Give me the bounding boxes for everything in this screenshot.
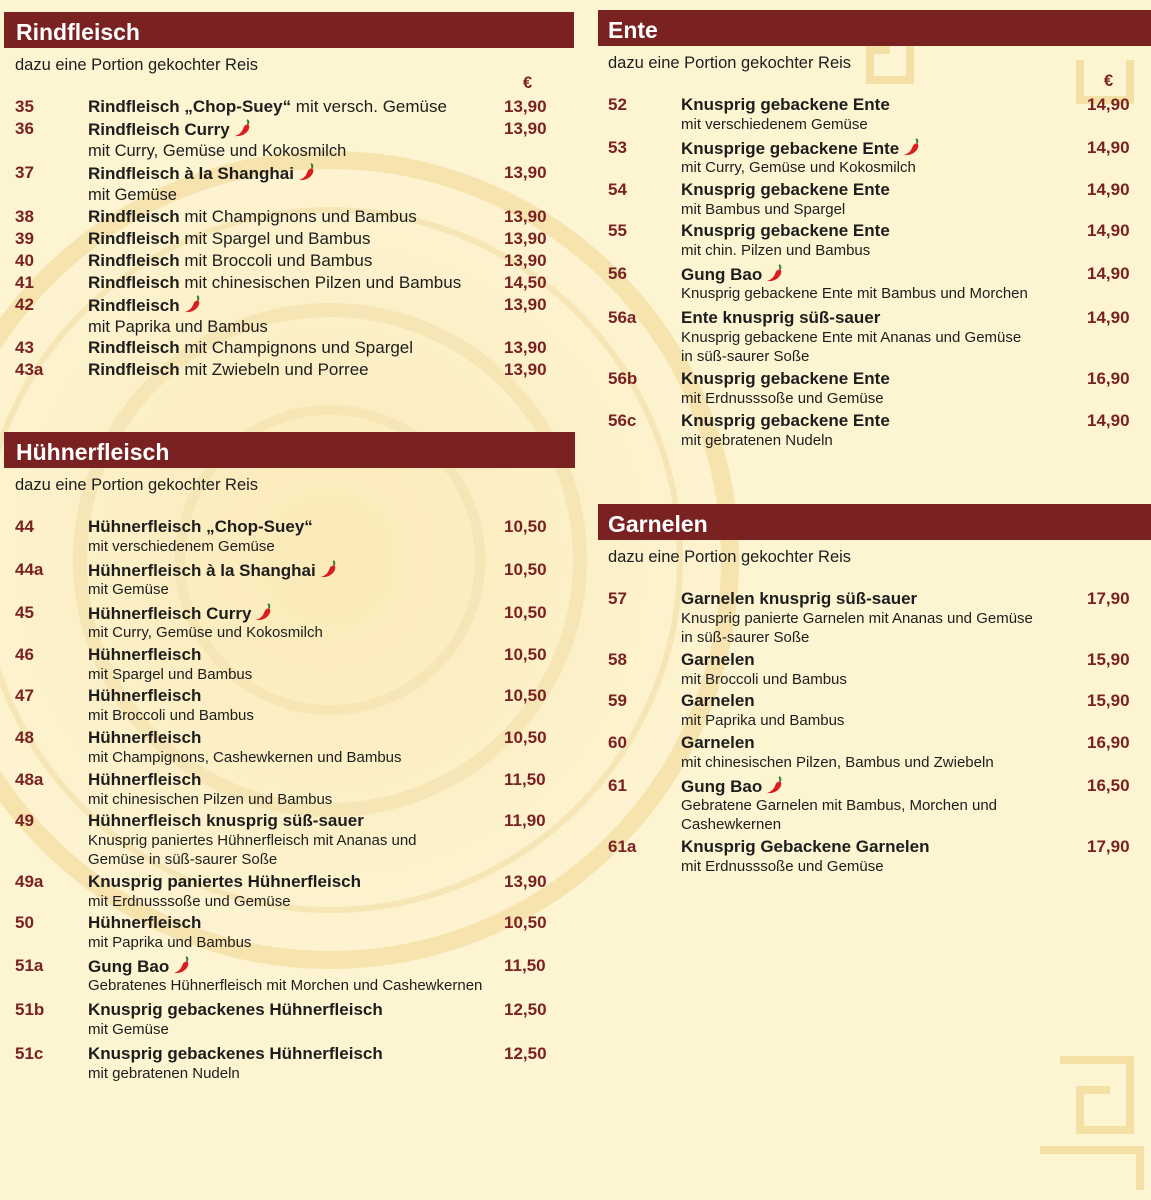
menu-item (598, 137, 1151, 177)
menu-item (4, 602, 575, 642)
item-description: mit gebratenen Nudeln (88, 1065, 240, 1082)
section-garnelen (598, 504, 1151, 884)
item-price: 13,90 (504, 119, 547, 138)
item-number: 44 (15, 517, 34, 536)
item-name (88, 250, 372, 272)
chili-pepper-icon (319, 559, 339, 579)
chili-pepper-icon (765, 263, 785, 283)
item-description: Knusprig panierte Garnelen mit Ananas und Gemüse (681, 610, 1033, 627)
menu-item (4, 294, 574, 334)
item-number: 53 (608, 138, 627, 157)
item-description-line2: Gemüse in süß-saurer Soße (88, 851, 278, 868)
menu-item (4, 912, 575, 952)
section-title: Garnelen (598, 504, 1151, 540)
item-name-bold: Garnelen (681, 650, 755, 669)
item-description-line2: Cashewkernen (681, 816, 782, 833)
item-name-bold: Hühnerfleisch (88, 686, 202, 705)
item-name-bold: Rindfleisch (88, 251, 180, 270)
item-price: 10,50 (504, 645, 547, 664)
item-name-rest: mit Champignons und Spargel (179, 338, 414, 357)
section-rindfleisch (4, 12, 574, 392)
item-name-bold: Hühnerfleisch (88, 913, 202, 932)
section-subtitle: dazu eine Portion gekochter Reis (608, 54, 852, 72)
item-number: 56b (608, 369, 638, 388)
item-price: 10,50 (504, 913, 547, 932)
item-name-rest: mit Spargel und Bambus (179, 229, 371, 248)
item-price: 10,50 (504, 560, 547, 579)
menu-item (598, 410, 1151, 450)
item-price: 15,90 (1087, 691, 1130, 710)
section-title: Ente (598, 10, 1151, 46)
menu-item (598, 263, 1151, 303)
item-name-bold: Knusprig gebackene Ente (681, 369, 890, 388)
menu-item (598, 179, 1151, 219)
item-name (88, 810, 364, 832)
item-name-bold: Knusprig gebackene Ente (681, 221, 890, 240)
menu-item (598, 732, 1151, 772)
item-name-bold: Knusprig gebackenes Hühnerfleisch (88, 1044, 383, 1063)
item-description: mit Paprika und Bambus (88, 934, 252, 951)
item-price: 13,90 (504, 97, 547, 116)
section-subtitle: dazu eine Portion gekochter Reis (15, 56, 259, 74)
item-name-bold: Rindfleisch (88, 338, 180, 357)
item-name (88, 162, 317, 185)
item-description: mit Gemüse (88, 581, 169, 598)
item-name (681, 220, 890, 242)
item-name (88, 559, 339, 582)
item-name (88, 96, 447, 118)
item-name-bold: Garnelen (681, 733, 755, 752)
item-name-bold: Rindfleisch à la Shanghai (88, 164, 294, 183)
menu-item (4, 559, 575, 599)
item-name-bold: Rindfleisch (88, 207, 180, 226)
item-name (88, 955, 192, 978)
menu-item (4, 999, 575, 1039)
item-price: 12,50 (504, 1000, 547, 1019)
item-description: mit chin. Pilzen und Bambus (681, 242, 871, 259)
item-name (681, 137, 922, 160)
item-number: 56a (608, 308, 637, 327)
item-name (681, 836, 929, 858)
item-name-bold: Gung Bao (88, 957, 170, 976)
item-number: 43 (15, 338, 34, 357)
menu-item (4, 1043, 575, 1083)
item-price: 11,50 (504, 956, 546, 975)
item-price: 13,90 (504, 207, 547, 226)
item-name-bold: Knusprig gebackene Ente (681, 95, 890, 114)
item-description: mit Curry, Gemüse und Kokosmilch (681, 159, 916, 176)
item-name (681, 179, 890, 201)
menu-item (598, 94, 1151, 134)
item-description-line2: in süß-saurer Soße (681, 629, 810, 646)
item-description: mit verschiedenem Gemüse (681, 116, 868, 133)
item-number: 58 (608, 650, 627, 669)
menu-item (4, 769, 575, 809)
item-number: 47 (15, 686, 34, 705)
menu-item (598, 307, 1151, 365)
item-name-bold: Knusprig paniertes Hühnerfleisch (88, 872, 361, 891)
item-description: mit Bambus und Spargel (681, 201, 846, 218)
item-name-bold: Gung Bao (681, 777, 763, 796)
item-number: 50 (15, 913, 34, 932)
item-price: 14,90 (1087, 180, 1130, 199)
menu-item (4, 359, 574, 399)
section-title: Rindfleisch (4, 12, 574, 48)
item-description: mit Curry, Gemüse und Kokosmilch (88, 624, 323, 641)
item-description: Knusprig gebackene Ente mit Bambus und Morchen (681, 285, 1028, 302)
item-price: 13,90 (504, 229, 547, 248)
item-number: 39 (15, 229, 34, 248)
item-name (88, 602, 274, 625)
menu-item (4, 162, 574, 202)
menu-item (598, 368, 1151, 408)
currency-label: € (523, 74, 533, 92)
item-price: 14,50 (504, 273, 547, 292)
item-price: 13,90 (504, 338, 547, 357)
item-number: 56c (608, 411, 637, 430)
item-name-bold: Knusprig gebackene Ente (681, 180, 890, 199)
section-subtitle: dazu eine Portion gekochter Reis (15, 476, 259, 494)
item-price: 10,50 (504, 603, 547, 622)
chili-pepper-icon (233, 118, 253, 138)
item-name-bold: Hühnerfleisch knusprig süß-sauer (88, 811, 364, 830)
item-name-bold: Rindfleisch (88, 273, 180, 292)
item-name-bold: Rindfleisch (88, 360, 180, 379)
item-number: 40 (15, 251, 34, 270)
item-number: 43a (15, 360, 44, 379)
item-name-bold: Gung Bao (681, 265, 763, 284)
item-name-rest: mit Zwiebeln und Porree (179, 360, 369, 379)
chili-pepper-icon (902, 137, 922, 157)
item-name-bold: Knusprige gebackene Ente (681, 139, 900, 158)
item-number: 59 (608, 691, 627, 710)
item-name (88, 644, 201, 666)
item-description: Gebratenes Hühnerfleisch mit Morchen und Cashewkernen (88, 977, 483, 994)
item-price: 10,50 (504, 517, 547, 536)
section-huehnerfleisch (4, 432, 575, 1092)
item-price: 13,90 (504, 872, 547, 891)
menu-item (598, 588, 1151, 646)
item-name (88, 516, 313, 538)
item-price: 12,50 (504, 1044, 547, 1063)
item-name-rest: mit versch. Gemüse (291, 97, 447, 116)
item-name (88, 228, 371, 250)
item-number: 54 (608, 180, 627, 199)
item-name-bold: Knusprig Gebackene Garnelen (681, 837, 930, 856)
item-description: mit Gemüse (88, 1021, 169, 1038)
item-price: 13,90 (504, 251, 547, 270)
item-name-bold: Ente knusprig süß-sauer (681, 308, 881, 327)
item-description: mit chinesischen Pilzen, Bambus und Zwiebeln (681, 754, 994, 771)
item-name (681, 368, 890, 390)
menu-item (4, 727, 575, 767)
item-number: 51b (15, 1000, 45, 1019)
item-name-bold: Rindfleisch „Chop-Suey“ (88, 97, 292, 116)
currency-label: € (1104, 72, 1114, 90)
item-name (681, 307, 880, 329)
chili-pepper-icon (297, 162, 317, 182)
item-description: mit chinesischen Pilzen und Bambus (88, 791, 333, 808)
item-price: 16,50 (1087, 776, 1130, 795)
item-number: 35 (15, 97, 34, 116)
item-description: mit gebratenen Nudeln (681, 432, 833, 449)
item-price: 11,50 (504, 770, 546, 789)
item-price: 14,90 (1087, 138, 1130, 157)
item-name (88, 118, 253, 141)
item-name (88, 359, 369, 381)
item-name-rest: mit chinesischen Pilzen und Bambus (179, 273, 462, 292)
item-description: mit Erdnusssoße und Gemüse (681, 390, 884, 407)
item-description: mit Gemüse (88, 186, 177, 204)
item-number: 55 (608, 221, 627, 240)
item-name (681, 410, 890, 432)
item-number: 51c (15, 1044, 44, 1063)
menu-item (4, 871, 575, 911)
item-name (681, 732, 755, 754)
item-description: Knusprig paniertes Hühnerfleisch mit Ananas und (88, 832, 417, 849)
item-description: Gebratene Garnelen mit Bambus, Morchen und (681, 797, 998, 814)
item-price: 14,90 (1087, 264, 1130, 283)
item-name (88, 912, 201, 934)
item-number: 49a (15, 872, 44, 891)
item-name-bold: Knusprig gebackenes Hühnerfleisch (88, 1000, 383, 1019)
item-price: 13,90 (504, 163, 547, 182)
item-name-bold: Garnelen (681, 691, 755, 710)
item-name (681, 649, 755, 671)
section-ente (598, 10, 1151, 460)
menu-item (4, 810, 575, 868)
item-name (88, 272, 461, 294)
item-price: 11,90 (504, 811, 546, 830)
item-description: mit verschiedenem Gemüse (88, 538, 275, 555)
item-name (681, 263, 785, 286)
item-price: 14,90 (1087, 95, 1130, 114)
item-description: Knusprig gebackene Ente mit Ananas und Gemüse (681, 329, 1022, 346)
item-number: 57 (608, 589, 627, 608)
item-number: 37 (15, 163, 34, 182)
menu-item (4, 516, 575, 556)
menu-item (598, 836, 1151, 876)
item-price: 14,90 (1087, 411, 1130, 430)
item-number: 56 (608, 264, 627, 283)
item-number: 49 (15, 811, 34, 830)
item-name-bold: Hühnerfleisch à la Shanghai (88, 561, 316, 580)
item-name-bold: Rindfleisch (88, 296, 180, 315)
item-name-bold: Hühnerfleisch (88, 728, 202, 747)
item-number: 52 (608, 95, 627, 114)
item-price: 10,50 (504, 686, 547, 705)
item-name (681, 690, 755, 712)
menu-item (598, 775, 1151, 833)
item-number: 45 (15, 603, 34, 622)
chili-pepper-icon (765, 775, 785, 795)
item-number: 38 (15, 207, 34, 226)
item-name (681, 588, 917, 610)
item-description: mit Curry, Gemüse und Kokosmilch (88, 142, 347, 160)
item-name-rest: mit Champignons und Bambus (179, 207, 417, 226)
item-name-bold: Rindfleisch (88, 229, 180, 248)
chili-pepper-icon (172, 955, 192, 975)
item-price: 14,90 (1087, 308, 1130, 327)
item-price: 16,90 (1087, 733, 1130, 752)
item-number: 48a (15, 770, 44, 789)
item-price: 15,90 (1087, 650, 1130, 669)
menu-item (598, 649, 1151, 689)
item-name-bold: Knusprig gebackene Ente (681, 411, 890, 430)
menu-item (4, 118, 574, 158)
item-price: 14,90 (1087, 221, 1130, 240)
item-number: 48 (15, 728, 34, 747)
chili-pepper-icon (183, 294, 203, 314)
item-name (88, 685, 201, 707)
item-number: 51a (15, 956, 44, 975)
menu-item (4, 644, 575, 684)
item-number: 36 (15, 119, 34, 138)
item-description: mit Erdnusssoße und Gemüse (88, 893, 291, 910)
section-subtitle: dazu eine Portion gekochter Reis (608, 548, 852, 566)
item-price: 10,50 (504, 728, 547, 747)
menu-item (4, 685, 575, 725)
item-number: 46 (15, 645, 34, 664)
item-name (88, 337, 413, 359)
item-name-bold: Hühnerfleisch (88, 645, 202, 664)
item-name (88, 999, 383, 1021)
item-name (88, 727, 201, 749)
menu-item (4, 955, 575, 995)
item-number: 61a (608, 837, 637, 856)
item-name-bold: Hühnerfleisch (88, 770, 202, 789)
item-name-rest: mit Broccoli und Bambus (179, 251, 373, 270)
item-description: mit Broccoli und Bambus (88, 707, 254, 724)
item-price: 17,90 (1087, 589, 1130, 608)
item-number: 44a (15, 560, 44, 579)
item-name (88, 1043, 383, 1065)
item-name-bold: Rindfleisch Curry (88, 120, 230, 139)
item-name (88, 206, 417, 228)
item-name (88, 871, 361, 893)
menu-item (598, 690, 1151, 730)
section-title: Hühnerfleisch (4, 432, 575, 468)
item-description: mit Champignons, Cashewkernen und Bambus (88, 749, 402, 766)
item-name-bold: Hühnerfleisch „Chop-Suey“ (88, 517, 313, 536)
item-name-bold: Garnelen knusprig süß-sauer (681, 589, 918, 608)
item-description: mit Spargel und Bambus (88, 666, 253, 683)
menu-item (598, 220, 1151, 260)
item-name (681, 94, 890, 116)
item-price: 13,90 (504, 295, 547, 314)
item-price: 17,90 (1087, 837, 1130, 856)
item-name (681, 775, 785, 798)
item-description: mit Paprika und Bambus (681, 712, 845, 729)
item-description-line2: in süß-saurer Soße (681, 348, 810, 365)
item-name (88, 294, 203, 317)
chili-pepper-icon (254, 602, 274, 622)
item-price: 13,90 (504, 360, 547, 379)
item-number: 61 (608, 776, 627, 795)
item-description: mit Paprika und Bambus (88, 318, 268, 336)
item-number: 60 (608, 733, 627, 752)
item-name-bold: Hühnerfleisch Curry (88, 604, 252, 623)
item-name (88, 769, 201, 791)
item-description: mit Erdnusssoße und Gemüse (681, 858, 884, 875)
item-price: 16,90 (1087, 369, 1130, 388)
item-description: mit Broccoli und Bambus (681, 671, 847, 688)
item-number: 41 (15, 273, 34, 292)
item-number: 42 (15, 295, 34, 314)
